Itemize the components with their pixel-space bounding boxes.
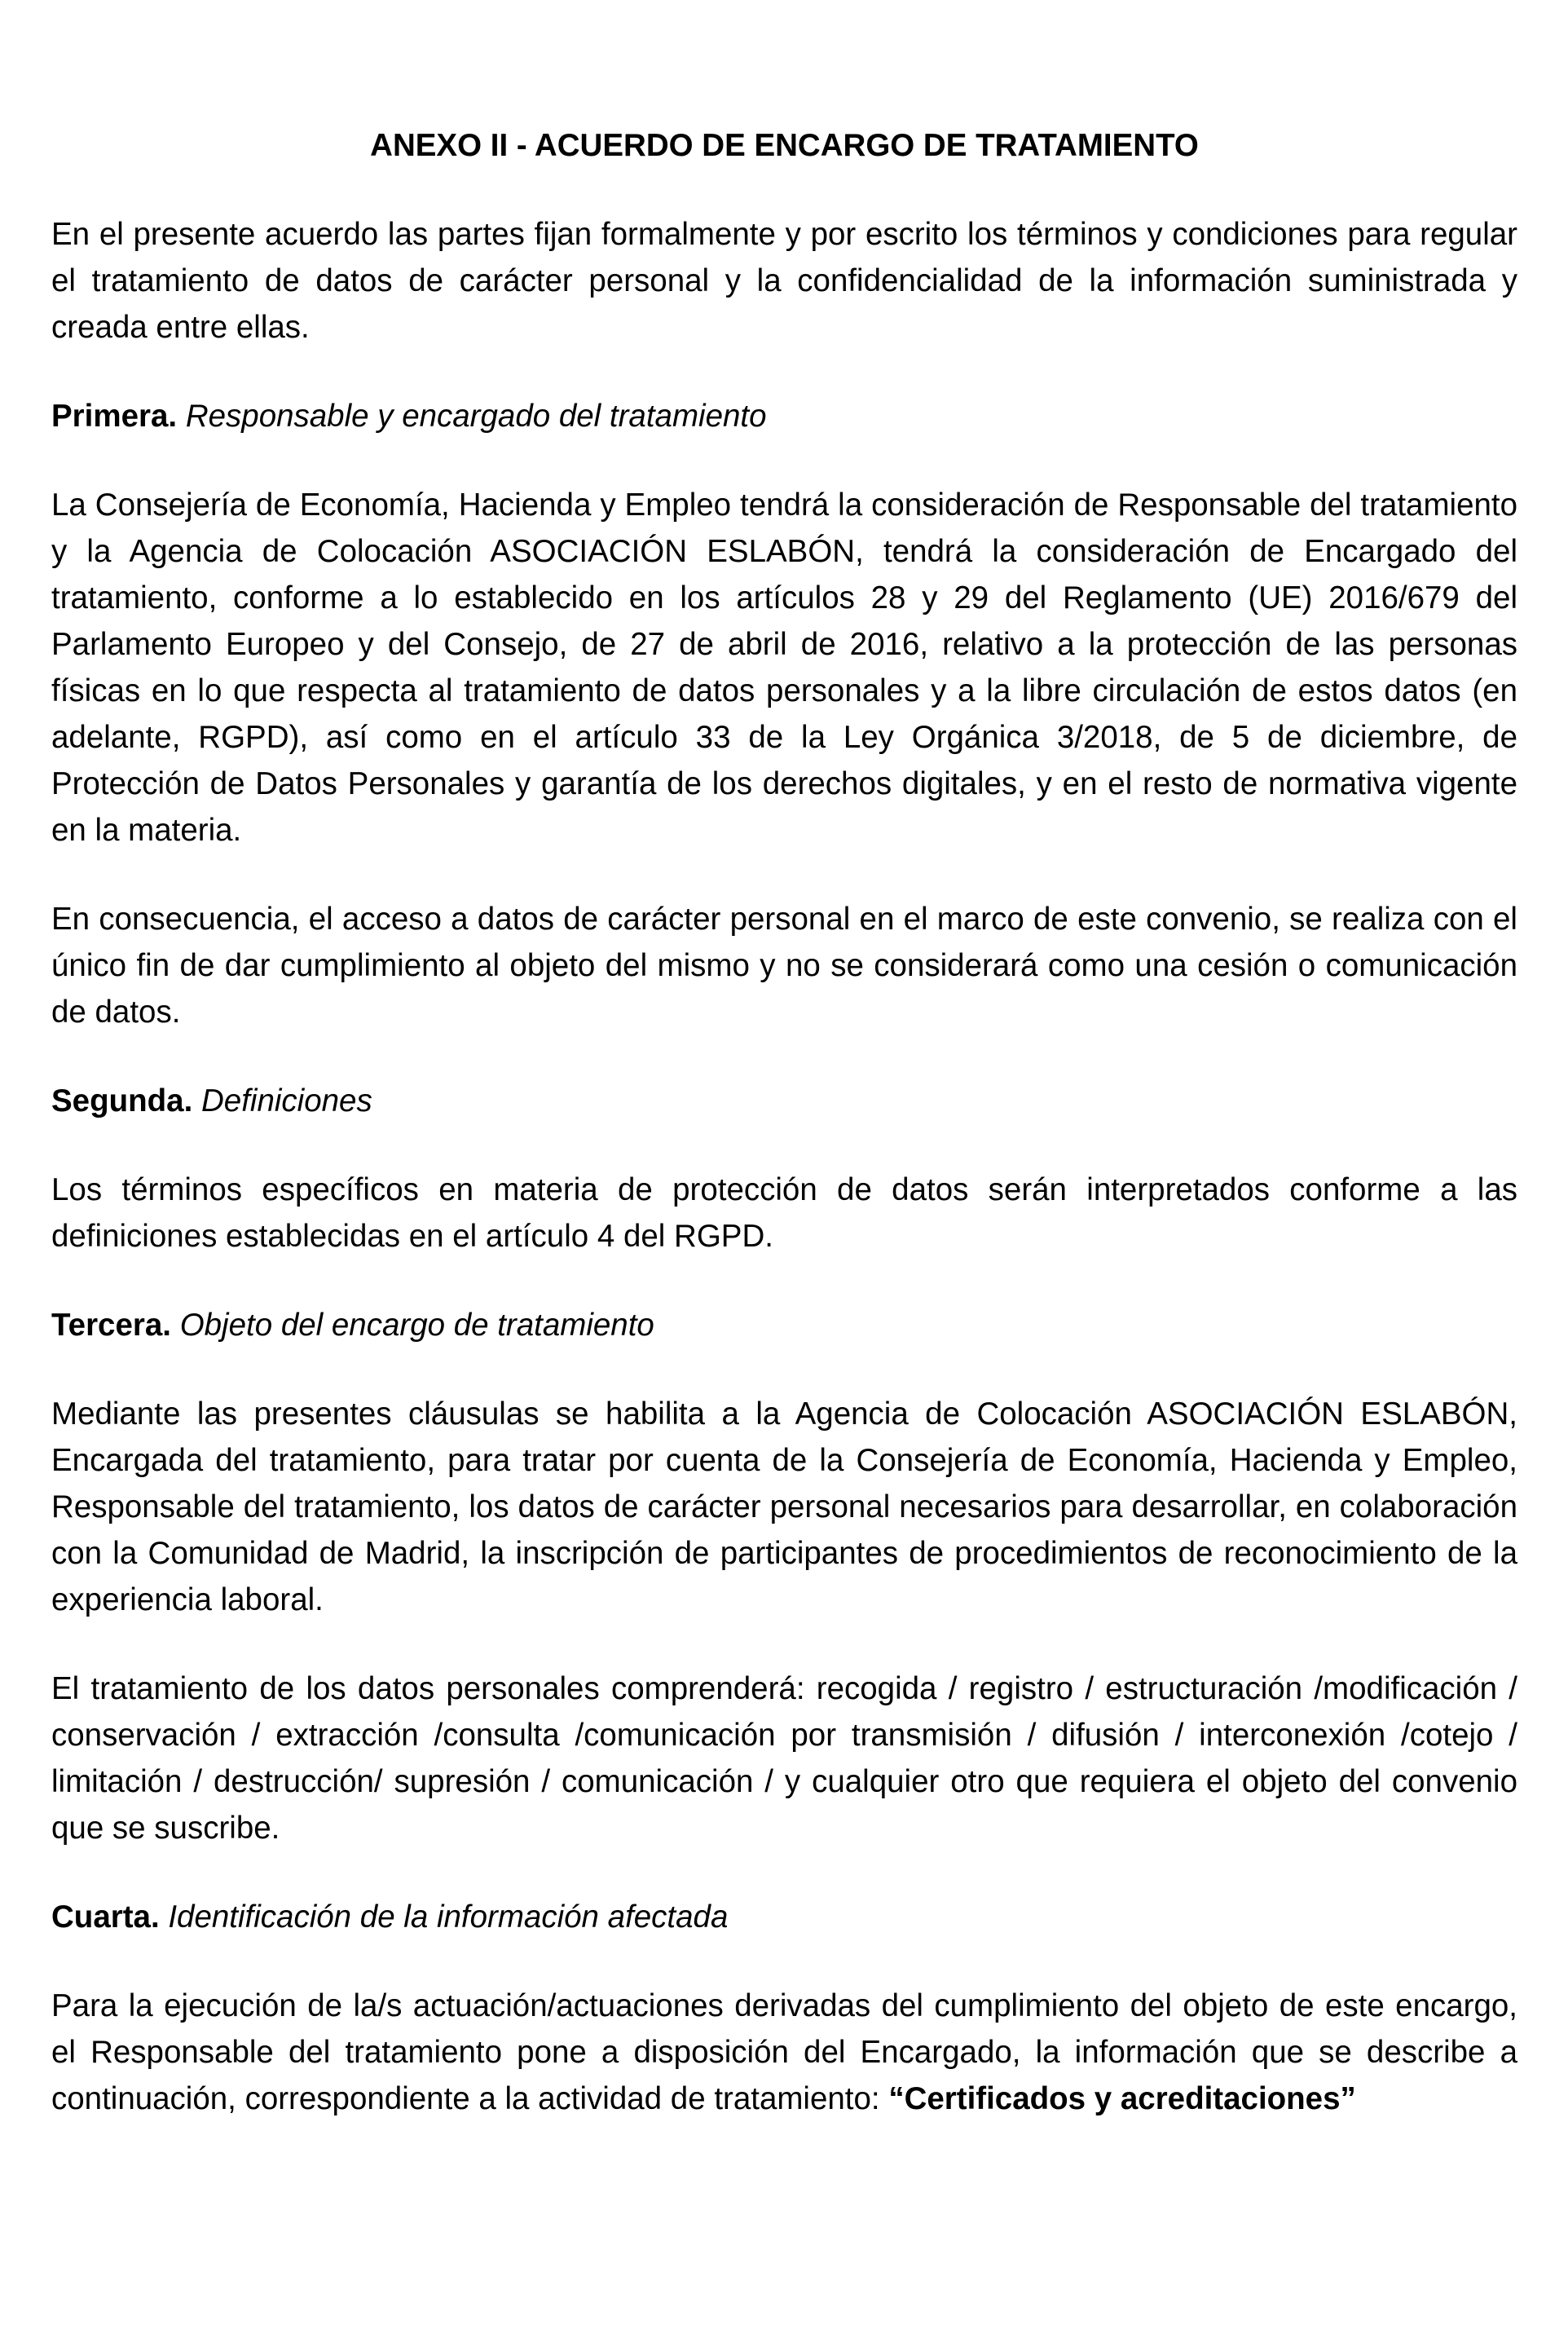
- paragraph: El tratamiento de los datos personales comprenderá: recogida / registro / estructuración /modificación / conservación / extracción /consulta /comunicación por transmisión / difusión / interconexión /cotejo / limitación / destrucción/ supresión / comunicación / y cualquier otro que requiera el objeto del convenio que se suscribe.: [51, 1671, 1517, 1846]
- document-title: ANEXO II - ACUERDO DE ENCARGO DE TRATAMIENTO: [370, 128, 1199, 163]
- paragraph: Mediante las presentes cláusulas se habilita a la Agencia de Colocación ASOCIACIÓN ESLABÓN, Encargada del tratamiento, para tratar por cuenta de la Consejería de Economía, Hacienda y Empleo, Responsable del tratamiento, los datos de carácter personal necesarios para desarrollar, en colaboración con la Comunidad de Madrid, la inscripción de participantes de procedimientos de reconocimiento de la experiencia laboral.: [51, 1396, 1517, 1617]
- section-title: Objeto del encargo de tratamiento: [179, 1308, 654, 1343]
- closing-paragraph: [51, 1983, 1517, 2122]
- section-title: Identificación de la información afectada: [168, 1899, 729, 1935]
- intro-paragraph: En el presente acuerdo las partes fijan formalmente y por escrito los términos y condiciones para regular el tratamiento de datos de carácter personal y la confidencialidad de la información suministrada y creada entre ellas.: [51, 217, 1517, 345]
- paragraph: La Consejería de Economía, Hacienda y Empleo tendrá la consideración de Responsable del tratamiento y la Agencia de Colocación ASOCIACIÓN ESLABÓN, tendrá la consideración de Encargado del tratamiento, conforme a lo establecido en los artículos 28 y 29 del Reglamento (UE) 2016/679 del Parlamento Europeo y del Consejo, de 27 de abril de 2016, relativo a la protección de las personas físicas en lo que respecta al tratamiento de datos personales y a la libre circulación de estos datos (en adelante, RGPD), así como en el artículo 33 de la Ley Orgánica 3/2018, de 5 de diciembre, de Protección de Datos Personales y garantía de los derechos digitales, y en el resto de normativa vigente en la materia.: [51, 488, 1517, 848]
- section-heading-segunda: [51, 1078, 1517, 1124]
- section-heading-tercera: [51, 1302, 1517, 1348]
- paragraph: Los términos específicos en materia de protección de datos serán interpretados conforme a las definiciones establecidas en el artículo 4 del RGPD.: [51, 1172, 1517, 1254]
- section-heading-cuarta: [51, 1894, 1517, 1940]
- closing-text: Para la ejecución de la/s actuación/actuaciones derivadas del cumplimiento del objeto de este encargo, el Responsable del tratamiento pone a disposición del Encargado, la información que se describe a continuación, correspondiente a la actividad de tratamiento:: [51, 1988, 1517, 2116]
- section-number: Primera.: [51, 399, 178, 434]
- section-title: Definiciones: [200, 1083, 372, 1118]
- section-number: Cuarta.: [51, 1899, 160, 1935]
- section-heading-primera: [51, 393, 1517, 439]
- paragraph: En consecuencia, el acceso a datos de carácter personal en el marco de este convenio, se realiza con el único fin de dar cumplimiento al objeto del mismo y no se considerará como una cesión o comunicación de datos.: [51, 902, 1517, 1030]
- section-title: Responsable y encargado del tratamiento: [185, 399, 767, 434]
- closing-activity-name: “Certificados y acreditaciones”: [888, 2081, 1356, 2116]
- section-number: Tercera.: [51, 1308, 171, 1343]
- section-number: Segunda.: [51, 1083, 193, 1118]
